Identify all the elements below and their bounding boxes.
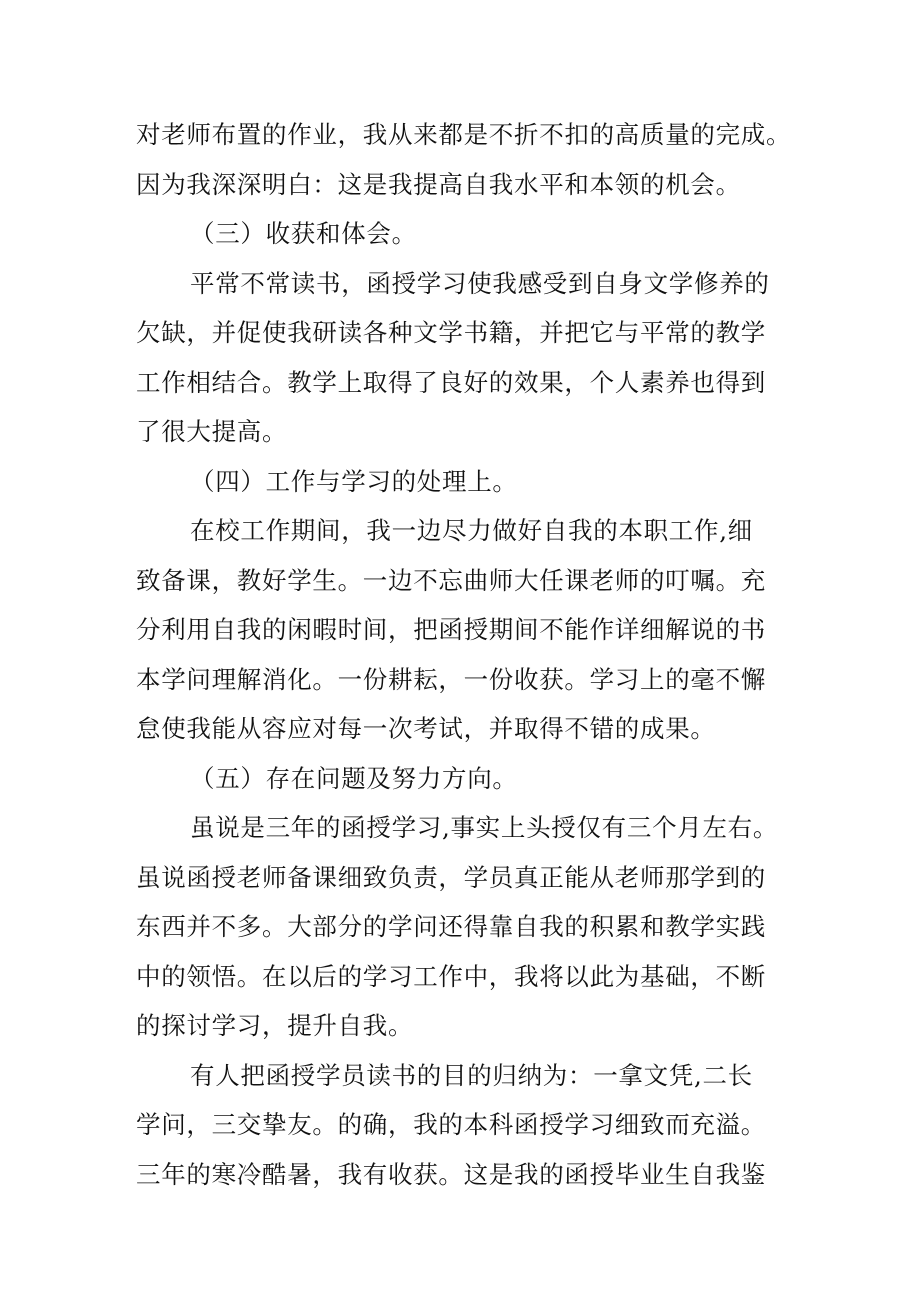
text-line-1: 对老师布置的作业，我从来都是不折不扣的高质量的完成。 [136,120,792,149]
section-heading-3: （三）收获和体会。 [190,219,417,248]
text-line-11: 分利用自我的闲暇时间，把函授期间不能作详细解说的书 [136,615,766,644]
text-line-21: 学问，三交挚友。的确，我的本科函授学习细致而充溢。 [136,1110,766,1139]
text-line-12: 本学问理解消化。一份耕耘，一份收获。学习上的毫不懈 [136,664,766,694]
section-heading-4: （四）工作与学习的处理上。 [190,466,518,496]
text-line-18: 中的领悟。在以后的学习工作中，我将以此为基础，不断 [136,961,766,991]
paragraph-start-line: 平常不常读书，函授学习使我感受到自身文学修养的 [190,268,770,298]
text-line-10: 致备课，教好学生。一边不忘曲师大任课老师的叮嘱。充 [136,565,766,595]
document-body [136,110,801,1199]
text-line-2: 因为我深深明白：这是我提高自我水平和本领的机会。 [136,169,741,199]
text-line-16: 虽说函授老师备课细致负责，学员真正能从老师那学到的 [136,862,766,892]
text-line-17: 东西并不多。大部分的学问还得靠自我的积累和教学实践 [136,912,766,941]
section-heading-5: （五）存在问题及努力方向。 [190,763,518,793]
paragraph-start-line: 在校工作期间，我一边尽力做好自我的本职工作,细 [190,516,753,545]
text-line-22: 三年的寒冷酷暑，我有收获。这是我的函授毕业生自我鉴 [136,1159,766,1189]
paragraph-start-line: 有人把函授学员读书的目的归纳为：一拿文凭,二长 [190,1060,753,1090]
text-line-13: 怠使我能从容应对每一次考试，并取得不错的成果。 [136,714,716,743]
text-line-5: 欠缺，并促使我研读各种文学书籍，并把它与平常的教学 [136,318,766,347]
text-line-6: 工作相结合。教学上取得了良好的效果，个人素养也得到 [136,367,766,397]
paragraph-start-line: 虽说是三年的函授学习,事实上头授仅有三个月左右。 [190,813,779,842]
text-line-7: 了很大提高。 [136,417,288,446]
text-line-19: 的探讨学习，提升自我。 [136,1011,414,1040]
